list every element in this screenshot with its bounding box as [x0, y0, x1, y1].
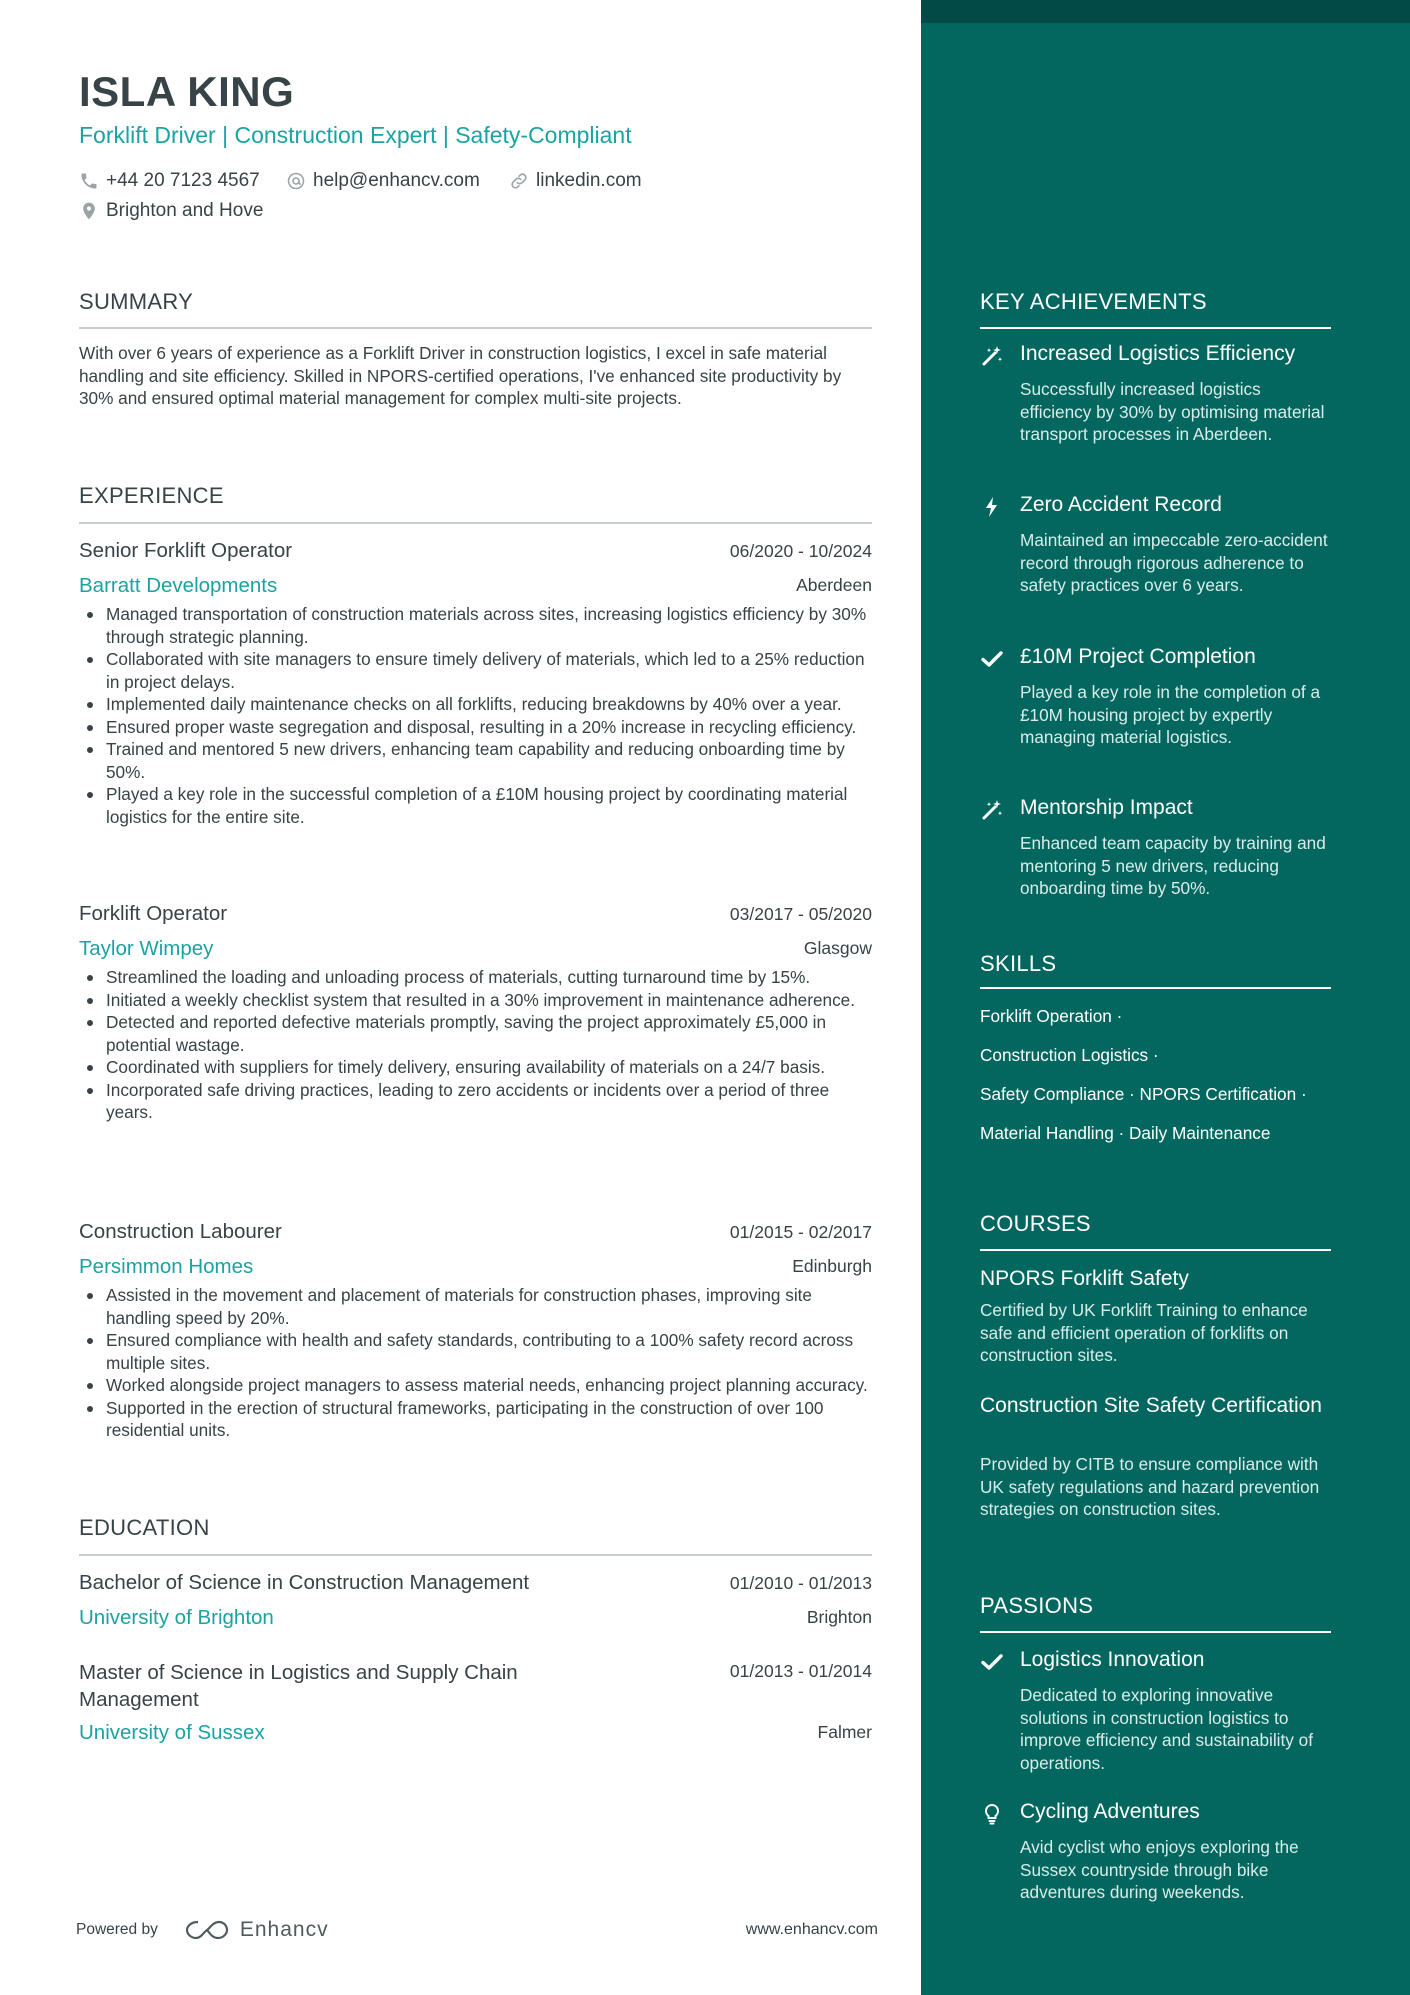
- achievement-desc: Maintained an impeccable zero-accident record through rigorous adherence to safety practices over 6 years.: [1020, 530, 1328, 595]
- achievements-heading: KEY ACHIEVEMENTS: [980, 289, 1207, 314]
- email-text: help@enhancv.com: [313, 170, 480, 191]
- sidebar: [921, 0, 1410, 1995]
- course-desc: Provided by CITB to ensure compliance with UK safety regulations and hazard prevention strategies on construction sites.: [980, 1454, 1320, 1519]
- education-location: Falmer: [817, 1722, 872, 1742]
- contact-linkedin[interactable]: [509, 170, 642, 192]
- contact-email[interactable]: [286, 170, 480, 192]
- job-bullets: [106, 966, 872, 1124]
- experience-divider: [79, 522, 872, 524]
- course-title: Construction Site Safety Certification: [980, 1394, 1322, 1417]
- bullet-item: Coordinated with suppliers for timely delivery, ensuring availability of materials on a 24/7 basis.: [106, 1056, 872, 1079]
- job-bullets: [106, 1284, 872, 1442]
- bullet-item: Implemented daily maintenance checks on all forklifts, reducing breakdowns by 40% over a year.: [106, 693, 872, 716]
- enhancv-logo[interactable]: [184, 1918, 329, 1942]
- education-dates: 01/2010 - 01/2013: [729, 1573, 872, 1593]
- job-dates: 06/2020 - 10/2024: [729, 541, 872, 561]
- passion-title: Logistics Innovation: [1020, 1648, 1205, 1671]
- education-divider: [79, 1554, 872, 1556]
- checkmark-icon: [980, 647, 1004, 671]
- skills-line: Construction Logistics ·: [980, 1045, 1159, 1065]
- achievements-divider: [980, 327, 1331, 329]
- bullet-item: Ensured proper waste segregation and disposal, resulting in a 20% increase in recycling efficiency.: [106, 716, 872, 739]
- job-company[interactable]: Barratt Developments: [79, 574, 278, 597]
- achievement-title: Increased Logistics Efficiency: [1020, 342, 1296, 365]
- bullet-item: Supported in the erection of structural frameworks, participating in the construction of over 100 residential units.: [106, 1397, 872, 1442]
- bullet-item: Ensured compliance with health and safety standards, contributing to a 100% safety record across multiple sites.: [106, 1329, 872, 1374]
- bullet-item: Incorporated safe driving practices, leading to zero accidents or incidents over a period of three years.: [106, 1079, 872, 1124]
- job-title: Senior Forklift Operator: [79, 539, 293, 562]
- passions-divider: [980, 1631, 1331, 1633]
- location-pin-icon: [79, 201, 99, 221]
- passions-heading: PASSIONS: [980, 1593, 1094, 1618]
- at-sign-icon: [286, 171, 306, 191]
- courses-divider: [980, 1249, 1331, 1251]
- passion-desc: Dedicated to exploring innovative solutions in construction logistics to improve efficiency and sustainability of operations.: [1020, 1685, 1313, 1773]
- job-dates: 01/2015 - 02/2017: [729, 1222, 872, 1242]
- bullet-item: Worked alongside project managers to assess material needs, enhancing project planning accuracy.: [106, 1374, 872, 1397]
- passion-title: Cycling Adventures: [1020, 1800, 1200, 1823]
- job-location: Glasgow: [803, 938, 872, 958]
- candidate-headline: Forklift Driver | Construction Expert | Safety-Compliant: [79, 122, 632, 148]
- footer-url[interactable]: www.enhancv.com: [745, 1921, 878, 1938]
- education-degree: Master of Science in Logistics and Supply Chain Management: [79, 1661, 518, 1711]
- bullet-item: Streamlined the loading and unloading process of materials, cutting turnaround time by 15%.: [106, 966, 872, 989]
- education-heading: EDUCATION: [79, 1515, 210, 1540]
- course-title: NPORS Forklift Safety: [980, 1267, 1189, 1290]
- bullet-item: Initiated a weekly checklist system that resulted in a 30% improvement in maintenance adherence.: [106, 989, 872, 1012]
- courses-heading: COURSES: [980, 1211, 1091, 1236]
- achievement-title: Mentorship Impact: [1020, 796, 1193, 819]
- checkmark-icon: [980, 1650, 1004, 1674]
- achievement-title: Zero Accident Record: [1020, 493, 1222, 516]
- education-dates: 01/2013 - 01/2014: [729, 1661, 872, 1681]
- job-location: Edinburgh: [792, 1256, 872, 1276]
- link-icon: [509, 171, 529, 191]
- passion-desc: Avid cyclist who enjoys exploring the Sussex countryside through bike adventures during weekends.: [1020, 1837, 1299, 1902]
- job-title: Forklift Operator: [79, 902, 228, 925]
- bullet-item: Assisted in the movement and placement of materials for construction phases, improving site handling speed by 20%.: [106, 1284, 872, 1329]
- sidebar-top-band: [921, 0, 1410, 23]
- bullet-item: Detected and reported defective materials promptly, saving the project approximately £5,000 in potential wastage.: [106, 1011, 872, 1056]
- bullet-item: Managed transportation of construction materials across sites, increasing logistics efficiency by 30% through strategic planning.: [106, 603, 872, 648]
- lightning-bolt-icon: [980, 495, 1004, 519]
- job-company[interactable]: Taylor Wimpey: [79, 937, 214, 960]
- contact-location: [79, 200, 263, 222]
- summary-divider: [79, 327, 872, 329]
- achievement-title: £10M Project Completion: [1020, 645, 1256, 668]
- phone-text: +44 20 7123 4567: [106, 170, 260, 191]
- bullet-item: Trained and mentored 5 new drivers, enhancing team capability and reducing onboarding time by 50%.: [106, 738, 872, 783]
- candidate-name: ISLA KING: [79, 68, 295, 115]
- achievement-desc: Successfully increased logistics efficiency by 30% by optimising material transport processes in Aberdeen.: [1020, 379, 1325, 444]
- experience-heading: EXPERIENCE: [79, 483, 224, 508]
- summary-text: With over 6 years of experience as a Forklift Driver in construction logistics, I excel in safe material handling and site efficiency. Skilled in NPORS-certified operations, I've enhanced site productivity by 30% and ensured optimal material management for complex multi-site projects.: [79, 343, 842, 408]
- bullet-item: Played a key role in the successful completion of a £10M housing project by coordinating material logistics for the entire site.: [106, 783, 872, 828]
- bullet-item: Collaborated with site managers to ensure timely delivery of materials, which led to a 25% reduction in project delays.: [106, 648, 872, 693]
- education-school[interactable]: University of Brighton: [79, 1606, 274, 1629]
- education-school[interactable]: University of Sussex: [79, 1721, 265, 1744]
- enhancv-logo-icon: [184, 1918, 230, 1942]
- contact-phone[interactable]: [79, 170, 260, 192]
- location-text: Brighton and Hove: [106, 200, 264, 221]
- job-dates: 03/2017 - 05/2020: [729, 904, 872, 924]
- skills-heading: SKILLS: [980, 951, 1057, 976]
- achievement-desc: Played a key role in the completion of a £10M housing project by expertly managing material logistics.: [1020, 682, 1321, 747]
- skills-line: Forklift Operation ·: [980, 1006, 1123, 1026]
- skills-line: Material Handling · Daily Maintenance: [980, 1123, 1271, 1143]
- job-location: Aberdeen: [796, 575, 872, 595]
- job-title: Construction Labourer: [79, 1220, 282, 1243]
- powered-by: [76, 1918, 329, 1942]
- skills-divider: [980, 987, 1331, 989]
- job-bullets: [106, 603, 872, 828]
- education-degree: Bachelor of Science in Construction Management: [79, 1571, 530, 1594]
- education-location: Brighton: [806, 1607, 872, 1627]
- summary-heading: SUMMARY: [79, 289, 194, 314]
- course-desc: Certified by UK Forklift Training to enhance safe and efficient operation of forklifts on construction sites.: [980, 1300, 1308, 1365]
- achievement-desc: Enhanced team capacity by training and mentoring 5 new drivers, reducing onboarding time by 50%.: [1020, 833, 1326, 898]
- powered-by-label: Powered by: [76, 1921, 158, 1938]
- phone-icon: [79, 171, 99, 191]
- skills-line: Safety Compliance · NPORS Certification ·: [980, 1084, 1307, 1104]
- linkedin-text: linkedin.com: [536, 170, 642, 191]
- magic-wand-icon: [980, 798, 1004, 822]
- lightbulb-icon: [980, 1802, 1004, 1826]
- magic-wand-icon: [980, 344, 1004, 368]
- enhancv-logo-text: Enhancv: [239, 1918, 329, 1941]
- job-company[interactable]: Persimmon Homes: [79, 1255, 254, 1278]
